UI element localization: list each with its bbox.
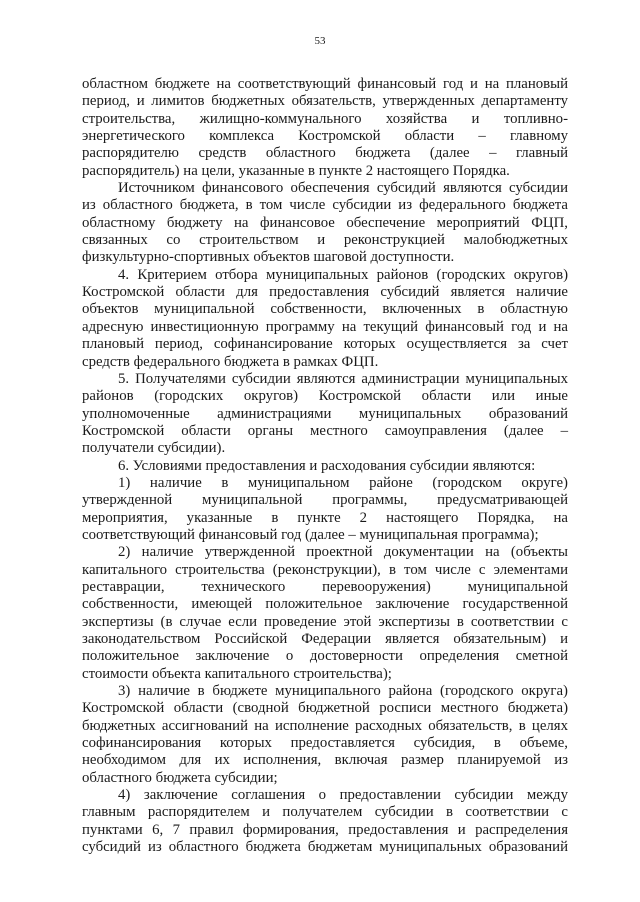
text-line: субсидий из областного бюджета бюджетам муниципальных образований [82, 839, 568, 856]
text-line: распорядитель) на цели, указанные в пункте 2 настоящего Порядка. [82, 162, 510, 179]
text-line: пунктами 6, 7 правил формирования, предоставления и распределения [82, 821, 568, 838]
text-line: стоимости объекта капитального строительства); [82, 665, 392, 682]
text-line: мероприятия, указанные в пункте 2 настоящего Порядка, на [82, 509, 568, 526]
text-line: положительное заключение о достоверности определения сметной [82, 648, 568, 665]
text-line: 5. Получателями субсидии являются администрации муниципальных [118, 370, 568, 387]
text-line: Костромской области органы местного самоуправления (далее – [82, 422, 568, 439]
text-line: капитального строительства (реконструкции), в том числе с элементами [82, 561, 568, 578]
text-line: областному бюджету на финансовое обеспечение мероприятий ФЦП, [82, 214, 568, 231]
text-line: 4. Критерием отбора муниципальных районов (городских округов) [118, 266, 568, 283]
text-line: утвержденной муниципальной программы, предусматривающей [82, 492, 568, 509]
text-line: бюджетных ассигнований на исполнение расходных обязательств, в целях [82, 717, 568, 734]
page-number: 53 [314, 35, 326, 47]
paragraph [82, 683, 568, 787]
text-line: уполномоченные администрациями муниципальных образований [82, 405, 568, 422]
text-line: адресную инвестиционную программу на текущий финансовый год и на [82, 318, 568, 335]
text-line: период, и лимитов бюджетных обязательств, утвержденных департаменту [82, 93, 568, 110]
text-line: собственности, имеющей положительное заключение государственной [82, 596, 568, 613]
text-line: Источником финансового обеспечения субсидий являются субсидии [118, 180, 568, 197]
text-line: связанных со строительством и реконструкцией малобюджетных [82, 232, 568, 249]
paragraph [82, 475, 568, 544]
text-line: законодательством Российской Федерации является обязательным) и [82, 631, 568, 647]
document-body [82, 76, 568, 856]
text-line: 3) наличие в бюджете муниципального района (городского округа) [118, 683, 568, 700]
text-line: из областного бюджета, в том числе субсидии из федерального бюджета [82, 197, 568, 214]
paragraph [82, 544, 568, 683]
text-line: Костромской области для предоставления субсидий является наличие [82, 284, 568, 301]
text-line: 6. Условиями предоставления и расходования субсидии являются: [118, 457, 536, 474]
paragraph [82, 787, 568, 856]
text-line: софинансирования которых предоставляется субсидия, в объеме, [82, 735, 568, 752]
text-line: экспертизы (в случае если проведение этой экспертизы в соответствии с [82, 613, 568, 630]
text-line: соответствующий финансовый год (далее – муниципальная программа); [82, 526, 539, 543]
text-line: Костромской области (сводной бюджетной росписи местного бюджета) [82, 700, 568, 717]
paragraph [82, 267, 568, 371]
text-line: 4) заключение соглашения о предоставлении субсидии между [118, 787, 568, 804]
text-line: получатели субсидии). [82, 440, 226, 457]
text-line: необходимом для их исполнения, включая размер планируемой из [82, 752, 568, 769]
text-line: областного бюджета субсидии; [82, 769, 278, 786]
text-line: главным распорядителем и получателем субсидии в соответствии с [82, 804, 568, 821]
text-line: физкультурно-спортивных объектов шаговой доступности. [82, 249, 455, 266]
text-line: 2) наличие утвержденной проектной документации на (объекты [118, 544, 568, 561]
text-line: районов (городских округов) Костромской области или иные [82, 388, 568, 405]
text-line: 1) наличие в муниципальном районе (городском округе) [118, 474, 568, 491]
text-line: реставрации, технического перевооружения) муниципальной [82, 578, 568, 595]
text-line: плановый период, софинансирование которых осуществляется за счет [82, 336, 568, 353]
text-line: средств федерального бюджета в рамках ФЦП. [82, 353, 379, 370]
text-line: областном бюджете на соответствующий финансовый год и на плановый [82, 76, 568, 92]
text-line: энергетического комплекса Костромской области – главному [82, 128, 568, 145]
text-line: распорядителю средств областного бюджета (далее – главный [82, 145, 568, 162]
paragraph [82, 371, 568, 458]
text-line: объектов муниципальной собственности, включенных в областную [82, 301, 568, 318]
paragraph [82, 458, 568, 475]
paragraph [82, 180, 568, 267]
paragraph [82, 76, 568, 180]
text-line: строительства, жилищно-коммунального хозяйства и топливно- [82, 110, 568, 127]
